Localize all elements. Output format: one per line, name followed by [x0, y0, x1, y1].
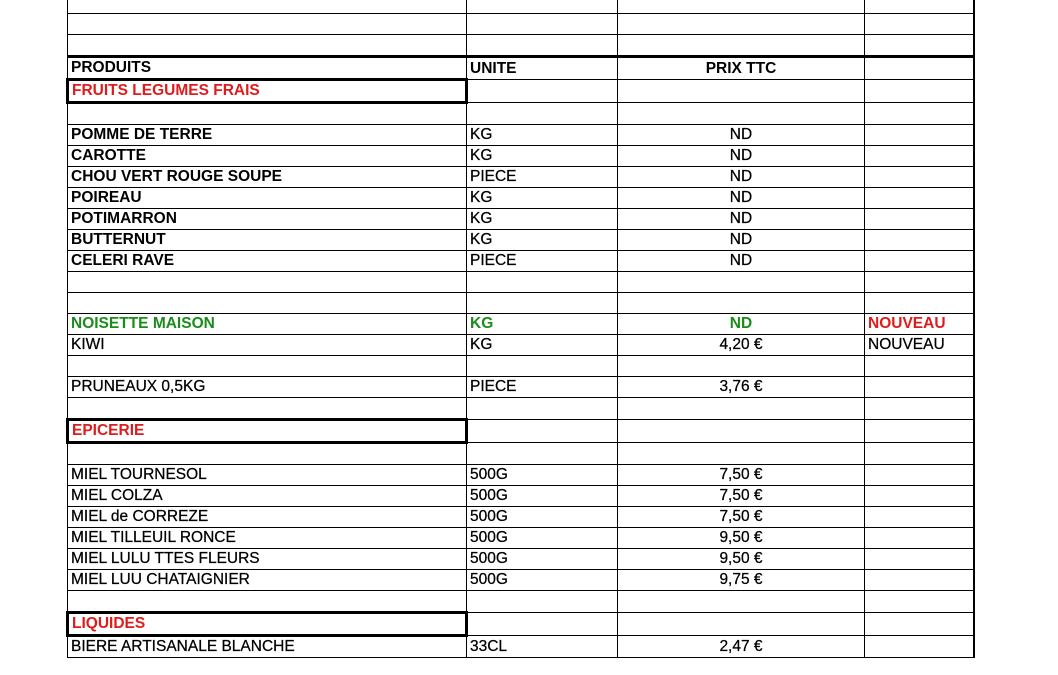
- product-price: ND: [618, 230, 865, 251]
- product-price: 7,50 €: [618, 486, 865, 507]
- product-unit: KG: [467, 230, 618, 251]
- header-prix: PRIX TTC: [618, 57, 865, 80]
- product-name: PRUNEAUX 0,5KG: [68, 377, 467, 398]
- product-unit: 500G: [467, 549, 618, 570]
- product-price: 3,76 €: [618, 377, 865, 398]
- product-price: 7,50 €: [618, 507, 865, 528]
- empty-row: [68, 293, 974, 314]
- header-produits: PRODUITS: [68, 57, 467, 80]
- product-price: ND: [618, 314, 865, 335]
- product-name: CELERI RAVE: [68, 251, 467, 272]
- empty-row: [68, 14, 974, 35]
- header-note: [865, 57, 974, 80]
- product-price: 4,20 €: [618, 335, 865, 356]
- product-unit: 500G: [467, 465, 618, 486]
- header-row: [68, 57, 974, 80]
- product-name: MIEL COLZA: [68, 486, 467, 507]
- product-price: 9,50 €: [618, 549, 865, 570]
- product-price: ND: [618, 125, 865, 146]
- product-price: ND: [618, 209, 865, 230]
- product-unit: 500G: [467, 486, 618, 507]
- table-row: [68, 146, 974, 167]
- table-row: [68, 377, 974, 398]
- product-unit: KG: [467, 125, 618, 146]
- price-list-table: [66, 0, 975, 658]
- product-name: MIEL LULU TTES FLEURS: [68, 549, 467, 570]
- product-unit: 500G: [467, 570, 618, 591]
- product-price: ND: [618, 251, 865, 272]
- product-name: MIEL de CORREZE: [68, 507, 467, 528]
- empty-row: [68, 272, 974, 293]
- empty-row: [68, 103, 974, 125]
- product-name: CHOU VERT ROUGE SOUPE: [68, 167, 467, 188]
- product-price: 9,50 €: [618, 528, 865, 549]
- product-name: NOISETTE MAISON: [68, 314, 467, 335]
- product-unit: 500G: [467, 528, 618, 549]
- new-badge: NOUVEAU: [865, 335, 974, 356]
- product-name: BUTTERNUT: [68, 230, 467, 251]
- table-row: [68, 528, 974, 549]
- product-unit: KG: [467, 146, 618, 167]
- product-price: 7,50 €: [618, 465, 865, 486]
- product-unit: KG: [467, 209, 618, 230]
- table-row: [68, 251, 974, 272]
- header-unite: UNITE: [467, 57, 618, 80]
- table-row: [68, 188, 974, 209]
- product-unit: 33CL: [467, 636, 618, 658]
- table-row: [68, 507, 974, 528]
- empty-row: [68, 0, 974, 14]
- product-name: MIEL TILLEUIL RONCE: [68, 528, 467, 549]
- product-unit: KG: [467, 335, 618, 356]
- table-row: [68, 209, 974, 230]
- product-price: ND: [618, 167, 865, 188]
- empty-row: [68, 443, 974, 465]
- product-name: POTIMARRON: [68, 209, 467, 230]
- product-name: POMME DE TERRE: [68, 125, 467, 146]
- table-row: [68, 636, 974, 658]
- table-row: [68, 549, 974, 570]
- product-unit: PIECE: [467, 251, 618, 272]
- product-price: ND: [618, 188, 865, 209]
- empty-row: [68, 591, 974, 613]
- product-unit: PIECE: [467, 377, 618, 398]
- section-row: [68, 80, 974, 103]
- product-name: BIERE ARTISANALE BLANCHE: [68, 636, 467, 658]
- table-row: [68, 230, 974, 251]
- empty-row: [68, 35, 974, 57]
- product-name: POIREAU: [68, 188, 467, 209]
- product-name: KIWI: [68, 335, 467, 356]
- section-row: [68, 420, 974, 443]
- new-badge: NOUVEAU: [865, 314, 974, 335]
- product-name: CAROTTE: [68, 146, 467, 167]
- table-row: [68, 465, 974, 486]
- product-unit: 500G: [467, 507, 618, 528]
- product-unit: KG: [467, 188, 618, 209]
- table-row: [68, 335, 974, 356]
- table-row: [68, 125, 974, 146]
- product-unit: KG: [467, 314, 618, 335]
- table-row: [68, 167, 974, 188]
- section-title-liquides: LIQUIDES: [68, 613, 467, 636]
- table-row: [68, 486, 974, 507]
- product-unit: PIECE: [467, 167, 618, 188]
- table-row: [68, 570, 974, 591]
- product-price: 2,47 €: [618, 636, 865, 658]
- product-price: ND: [618, 146, 865, 167]
- product-price: 9,75 €: [618, 570, 865, 591]
- section-title-fruits: FRUITS LEGUMES FRAIS: [68, 80, 467, 103]
- empty-row: [68, 398, 974, 420]
- empty-row: [68, 356, 974, 377]
- section-row: [68, 613, 974, 636]
- section-title-epicerie: EPICERIE: [68, 420, 467, 443]
- table-row: [68, 314, 974, 335]
- product-name: MIEL LUU CHATAIGNIER: [68, 570, 467, 591]
- product-name: MIEL TOURNESOL: [68, 465, 467, 486]
